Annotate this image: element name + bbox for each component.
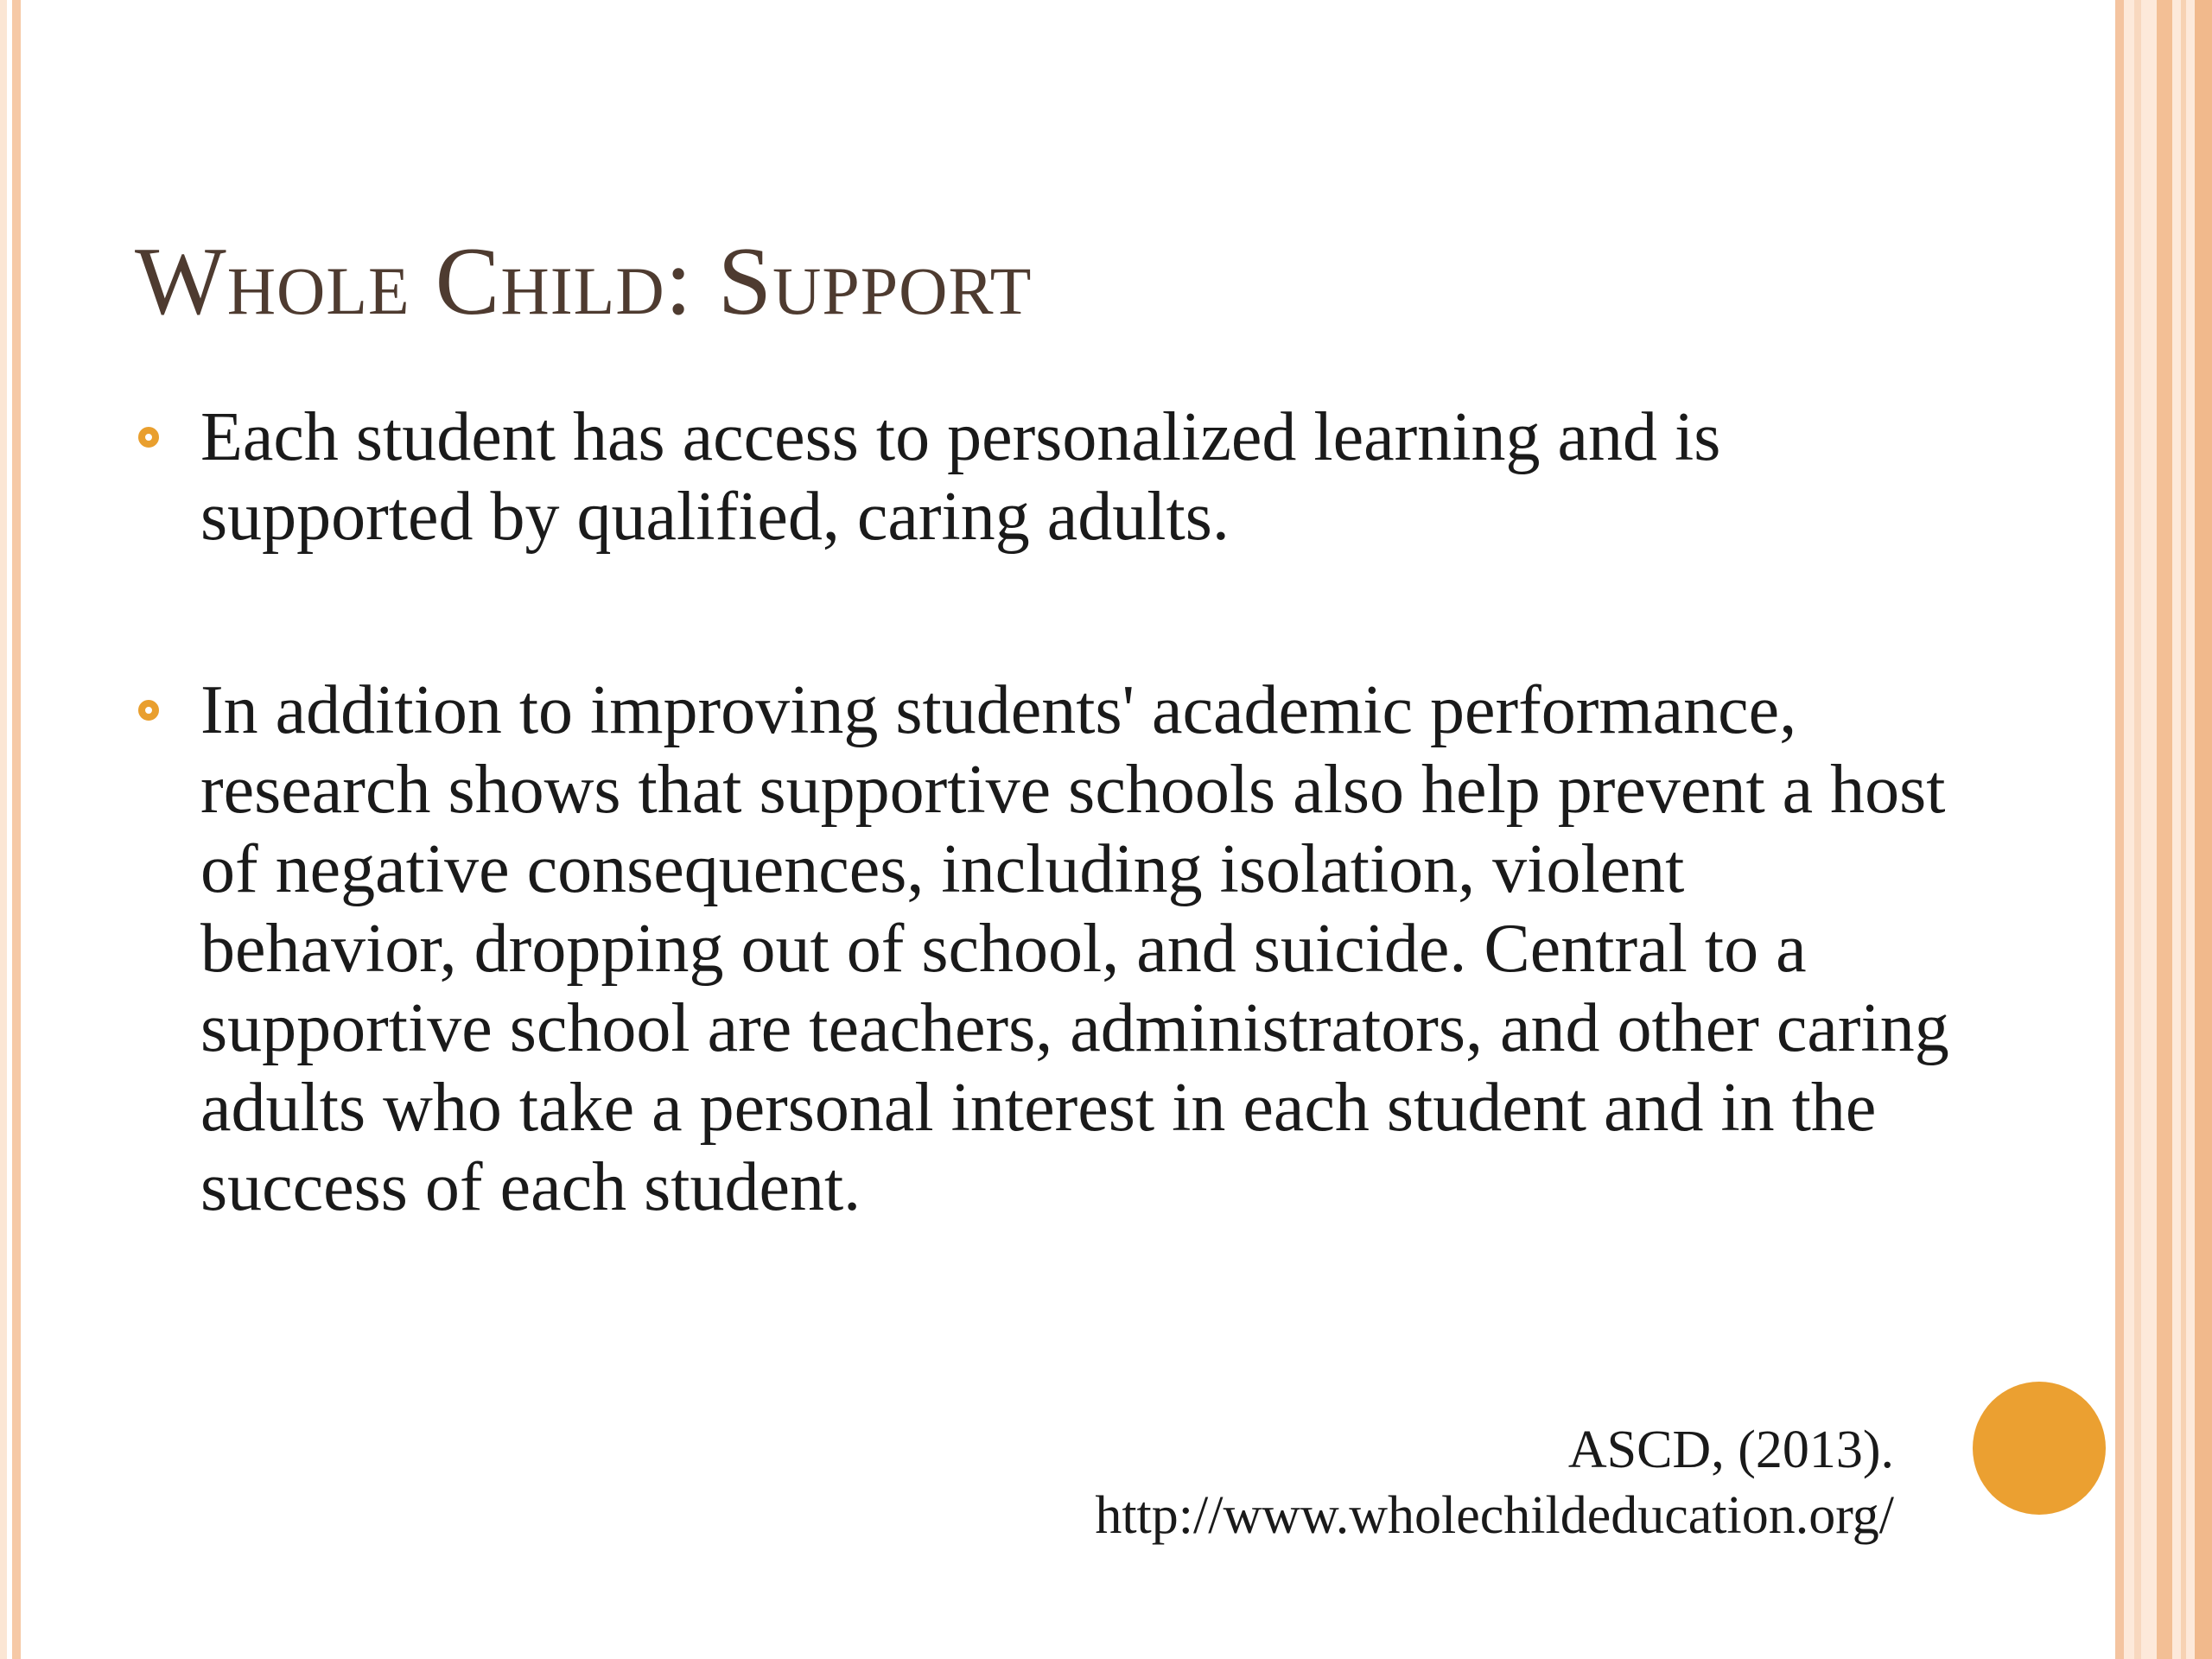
bullet-item [135,671,1949,1227]
left-border-stripe [0,0,7,1659]
citation-url: http://www.wholechildeducation.org/ [1095,1486,1894,1545]
bullet-text: Each student has access to personalized learning and is supported by qualified, caring adults. [200,399,1721,555]
right-border-stripe [2157,0,2172,1659]
hollow-circle-bullet-icon [138,700,159,721]
citation-source: ASCD, (2013). [1567,1421,1894,1479]
bullet-text: In addition to improving students' academic performance, research shows that supportive schools also help prevent a host of negative consequences, including isolation, violent behavior, dropping out of school, and suicide. Central to a supportive school are teachers, administrators, and other caring adults who take a personal interest in each student and in the success of each student. [200,672,1949,1225]
right-border-stripe [2115,0,2124,1659]
slide-title: Whole Child: Support [135,228,1033,335]
left-border-stripe [12,0,21,1659]
right-border-stripe [2195,0,2212,1659]
right-border-stripe [2134,0,2141,1659]
citation [1095,1417,1894,1548]
bullet-item [135,397,1949,556]
orange-circle-icon [1973,1382,2106,1515]
hollow-circle-bullet-icon [138,427,159,448]
right-border-stripe [2181,0,2186,1659]
bullet-list [135,397,1949,1227]
